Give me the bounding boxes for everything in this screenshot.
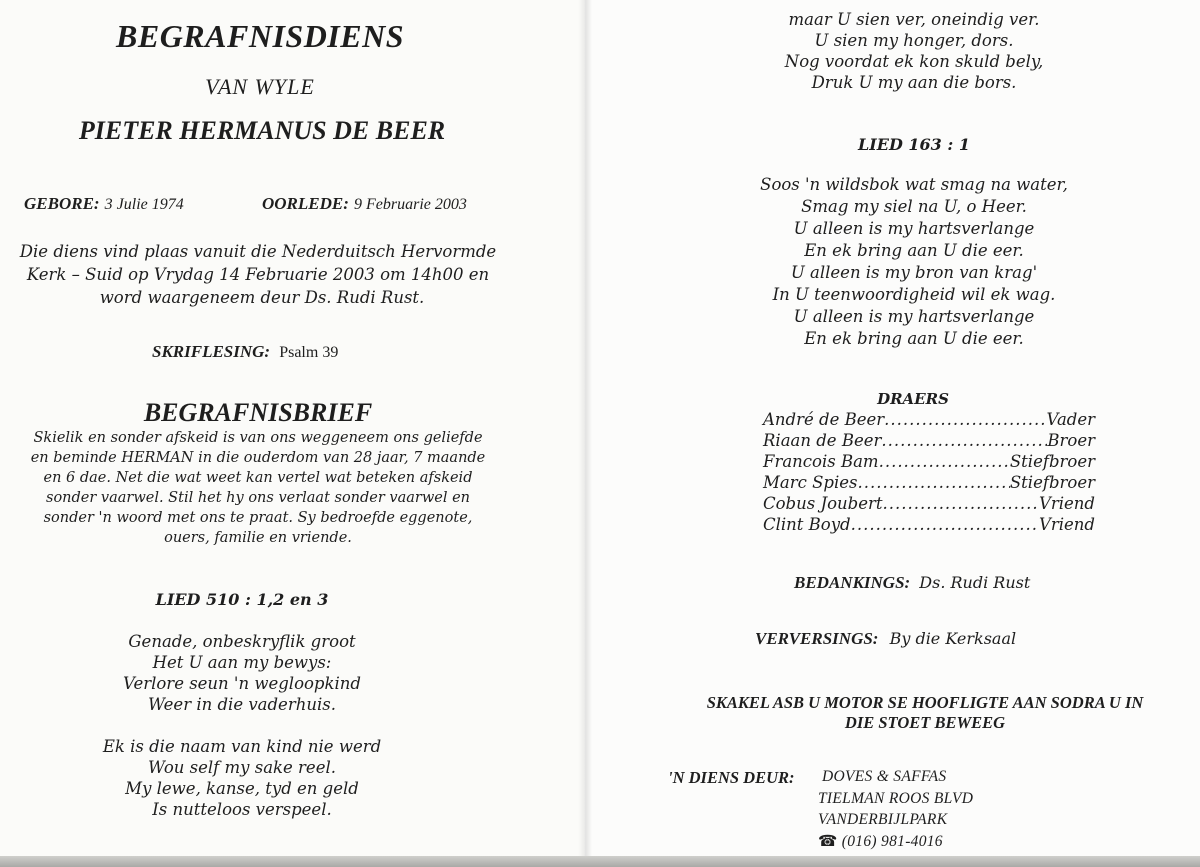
bearer-name: Clint Boyd <box>763 515 851 534</box>
skriflesing-label: SKRIFLESING: <box>152 342 271 361</box>
page-bottom-edge <box>0 856 1200 867</box>
letter-title: BEGRAFNISBRIEF <box>143 398 373 427</box>
verse-line: U sien my honger, dors. <box>814 31 1014 50</box>
provider-line: TIELMAN ROOS BLVD <box>818 790 974 807</box>
letter-line: ouers, familie en vriende. <box>164 530 352 546</box>
verse-line: Smag my siel na U, o Heer. <box>801 197 1027 216</box>
bearers-title: DRAERS <box>877 390 949 408</box>
bearer-name: Marc Spies <box>763 473 858 492</box>
letter-line: en beminde HERMAN in die ouderdom van 28 jaar, 7 maande <box>30 450 486 466</box>
bearer-name: Cobus Joubert <box>763 494 883 513</box>
gebore-label: GEBORE: <box>24 194 100 213</box>
thanks <box>794 573 1030 593</box>
verse-line: Wou self my sake reel. <box>148 758 336 777</box>
service-line: word waargeneem deur Ds. Rudi Rust. <box>99 288 425 307</box>
oorlede-value: 9 Februarie 2003 <box>354 196 467 213</box>
scripture-reading <box>152 342 338 362</box>
letter-line: sonder vaarwel. Stil het hy ons verlaat sonder vaarwel en <box>46 490 470 506</box>
verse-line: Genade, onbeskryflik groot <box>128 632 356 651</box>
verse-line: Weer in die vaderhuis. <box>148 695 336 714</box>
verse-line: In U teenwoordigheid wil ek wag. <box>772 285 1056 304</box>
bedankings-value: Ds. Rudi Rust <box>919 573 1031 592</box>
van-wyle: VAN WYLE <box>205 74 315 99</box>
letter-line: sonder 'n woord met ons te praat. Sy bedroefde eggenote, <box>43 510 473 526</box>
letter-line: Skielik en sonder afskeid is van ons weggeneem ons geliefde <box>33 430 483 446</box>
verse-line: U alleen is my hartsverlange <box>793 307 1035 326</box>
death-date <box>262 194 467 214</box>
bearer-row <box>763 515 1095 536</box>
verse-line: Druk U my aan die bors. <box>811 73 1017 92</box>
bearer-row <box>763 431 1095 452</box>
verse-line: U alleen is my bron van krag' <box>790 263 1038 282</box>
verse-line: U alleen is my hartsverlange <box>793 219 1035 238</box>
phone-number: (016) 981-4016 <box>841 833 943 850</box>
letter-line: en 6 dae. Net die wat weet kan vertel wat beteken afskeid <box>43 470 473 486</box>
verversings-value: By die Kerksaal <box>889 629 1017 648</box>
bearer-role: Stiefbroer <box>1009 473 1095 492</box>
bearer-name: Francois Bam <box>763 452 879 471</box>
bearer-row <box>763 452 1095 473</box>
bedankings-label: BEDANKINGS: <box>794 573 911 592</box>
hymn-title-510: LIED 510 : 1,2 en 3 <box>155 590 329 609</box>
provider-line: DOVES & SAFFAS <box>822 768 947 785</box>
verse-line: maar U sien ver, oneindig ver. <box>788 10 1040 29</box>
page-title: BEGRAFNISDIENS <box>116 18 404 54</box>
verse-line: Ek is die naam van kind nie werd <box>102 737 382 756</box>
diens-deur-label: 'N DIENS DEUR: <box>668 768 795 787</box>
verse-line: En ek bring aan U die eer. <box>804 241 1024 260</box>
bearer-row <box>763 494 1095 515</box>
verse-line: En ek bring aan U die eer. <box>804 329 1024 348</box>
bearer-row <box>763 473 1095 494</box>
service-line: Die diens vind plaas vanuit die Nederduitsch Hervormde <box>19 242 497 261</box>
verversings-label: VERVERSINGS: <box>755 629 879 648</box>
service-line: Kerk – Suid op Vrydag 14 Februarie 2003 om 14h00 en <box>26 265 490 284</box>
verse-line: Verlore seun 'n wegloopkind <box>123 674 361 693</box>
phone-icon: ☎ <box>818 833 838 850</box>
refreshments <box>755 629 1016 649</box>
verse-line: Nog voordat ek kon skuld bely, <box>784 52 1044 71</box>
verse-line: Het U aan my bewys: <box>152 653 332 672</box>
notice-line: DIE STOET BEWEEG <box>844 713 1006 732</box>
gebore-value: 3 Julie 1974 <box>104 196 184 213</box>
hymn-title-163: LIED 163 : 1 <box>858 135 970 154</box>
bearer-role: Vader <box>1046 410 1095 429</box>
verse-line: My lewe, kanse, tyd en geld <box>125 779 359 798</box>
verse-line: Soos 'n wildsbok wat smag na water, <box>760 175 1068 194</box>
skriflesing-value: Psalm 39 <box>279 344 339 361</box>
left-page <box>0 0 585 856</box>
oorlede-label: OORLEDE: <box>262 194 349 213</box>
bearer-name: André de Beer <box>763 410 885 429</box>
bearer-role: Stiefbroer <box>1009 452 1095 471</box>
verse-line: Is nutteloos verspeel. <box>152 800 332 819</box>
bearer-role: Vriend <box>1038 494 1095 513</box>
bearer-role: Broer <box>1047 431 1095 450</box>
notice-line: SKAKEL ASB U MOTOR SE HOOFLIGTE AAN SODRA U IN <box>706 693 1144 712</box>
bearer-role: Vriend <box>1038 515 1095 534</box>
bearer-row <box>763 410 1095 431</box>
deceased-name: PIETER HERMANUS DE BEER <box>78 116 446 145</box>
page-fold <box>578 0 592 856</box>
birth-date <box>24 194 184 214</box>
bearer-name: Riaan de Beer <box>763 431 882 450</box>
provider-phone <box>818 832 943 851</box>
provider-line: VANDERBIJLPARK <box>818 811 948 828</box>
